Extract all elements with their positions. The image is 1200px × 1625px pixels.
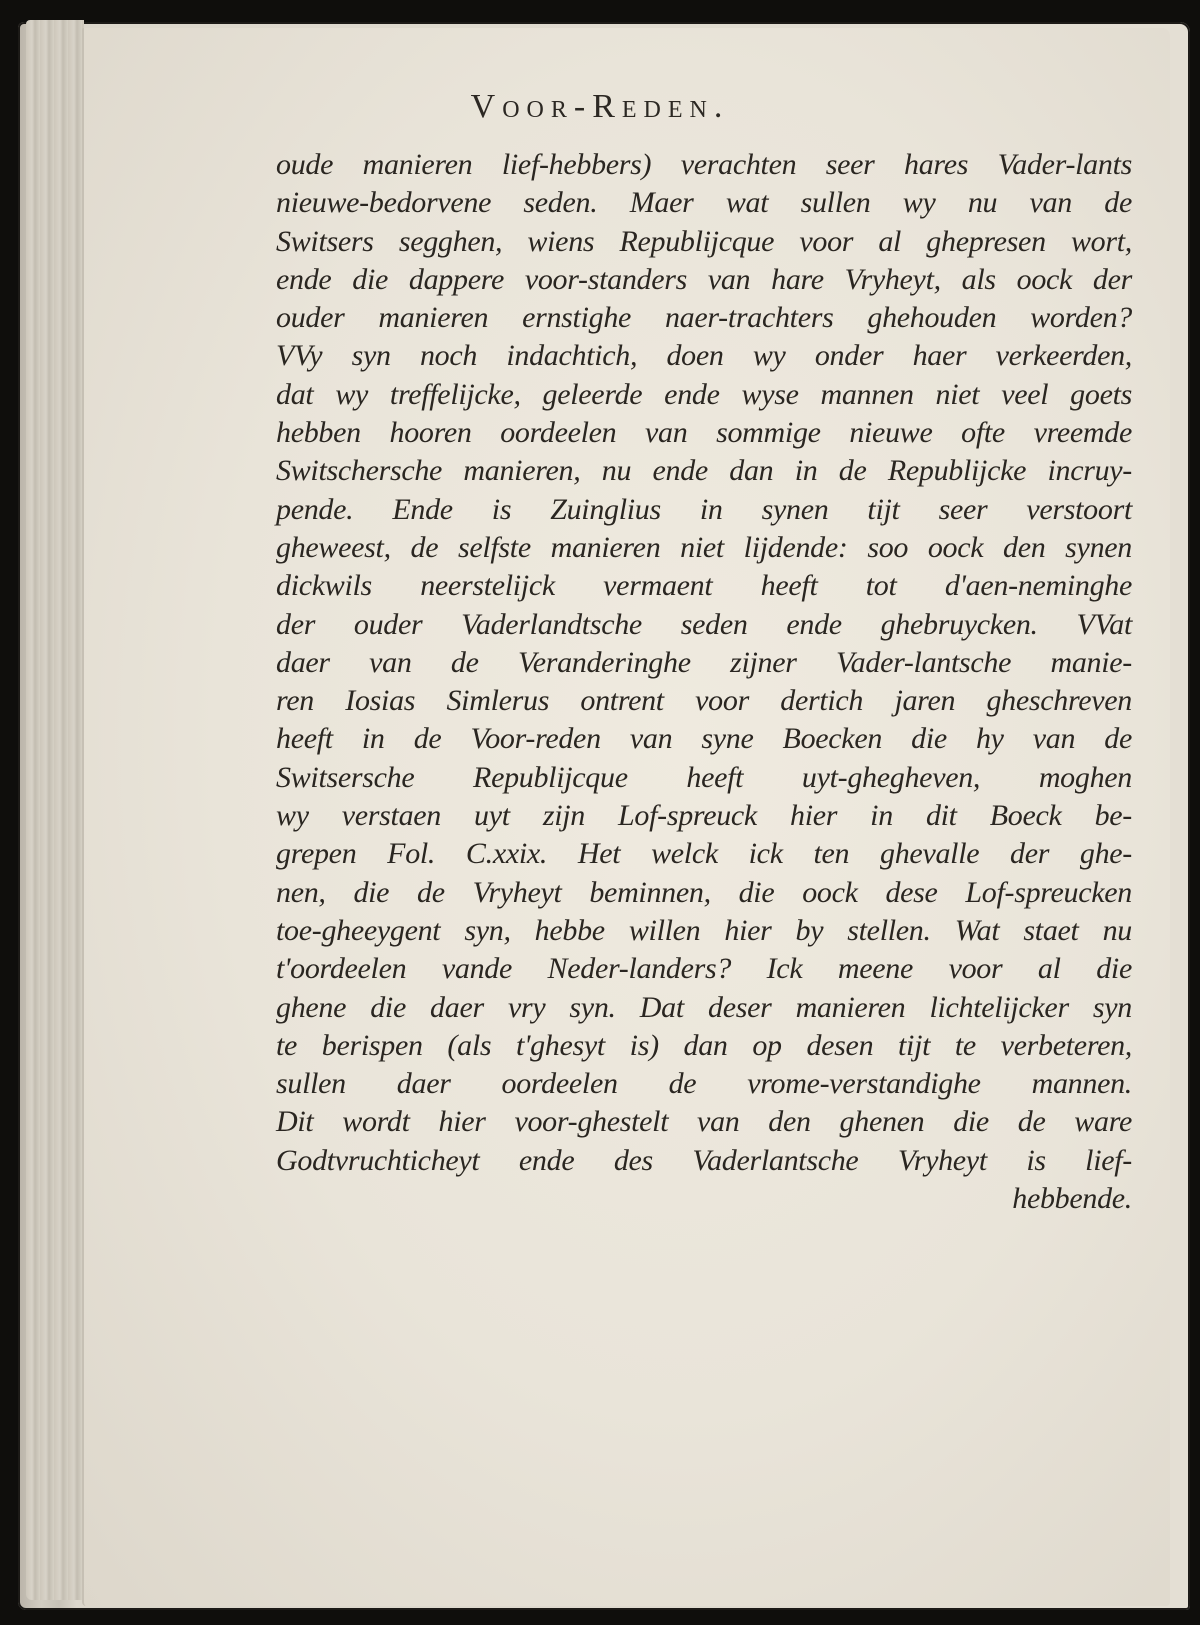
running-head: Voor-Reden. (470, 88, 730, 125)
text-line: grepen Fol. C.xxix. Het welck ick ten ghevalle der ghe- (276, 837, 1132, 871)
text-line: pende. Ende is Zuinglius in synen tijt seer verstoort (276, 492, 1132, 526)
text-line: t'oordeelen vande Neder-landers? Ick meene voor al die (276, 952, 1132, 986)
text-line: Switsers segghen, wiens Republijcque voor al ghepresen wort, (276, 224, 1132, 258)
text-line: ouder manieren ernstighe naer-trachters ghehouden worden? (276, 301, 1132, 335)
text-line-final: hebbende. (1012, 1182, 1132, 1216)
text-line: ende die dappere voor-standers van hare Vryheyt, als oock der (276, 262, 1132, 296)
text-line: VVy syn noch indachtich, doen wy onder haer verkeerden, (276, 339, 1132, 373)
text-line: gheweest, de selfste manieren niet lijdende: soo oock den synen (276, 530, 1132, 564)
text-line: heeft in de Voor-reden van syne Boecken die hy van de (276, 722, 1132, 756)
text-line: dat wy treffelijcke, geleerde ende wyse mannen niet veel goets (276, 377, 1132, 411)
page-edges (26, 20, 84, 1600)
text-line: toe-gheeygent syn, hebbe willen hier by stellen. Wat staet nu (276, 913, 1132, 947)
text-line: ren Iosias Simlerus ontrent voor dertich jaren gheschreven (276, 684, 1132, 718)
text-line: te berispen (als t'ghesyt is) dan op desen tijt te verbeteren, (276, 1028, 1132, 1062)
text-line: Switsersche Republijcque heeft uyt-ghegheven, moghen (276, 760, 1132, 794)
text-line: Switschersche manieren, nu ende dan in de Republijcke incruy- (276, 454, 1132, 488)
text-line: oude manieren lief-hebbers) verachten seer hares Vader-lants (276, 148, 1132, 181)
text-line: daer van de Veranderinghe zijner Vader-lantsche manie- (276, 645, 1132, 679)
text-line: Dit wordt hier voor-ghestelt van den ghenen die de ware (276, 1105, 1132, 1139)
text-line: hebben hooren oordeelen van sommige nieuwe ofte vreemde (276, 416, 1132, 450)
text-line: nen, die de Vryheyt beminnen, die oock dese Lof-spreucken (276, 875, 1132, 909)
text-line: ghene die daer vry syn. Dat deser manieren lichtelijcker syn (276, 990, 1132, 1024)
text-line: nieuwe-bedorvene seden. Maer wat sullen wy nu van de (276, 186, 1132, 220)
text-line: dickwils neerstelijck vermaent heeft tot d'aen-neminghe (276, 569, 1132, 603)
text-line: sullen daer oordeelen de vrome-verstandighe mannen. (276, 1067, 1132, 1101)
text-line: der ouder Vaderlandtsche seden ende ghebruycken. VVat (276, 607, 1132, 641)
body-text (276, 146, 1132, 1218)
text-line: wy verstaen uyt zijn Lof-spreuck hier in dit Boeck be- (276, 799, 1132, 833)
text-line: Godtvruchticheyt ende des Vaderlantsche Vryheyt is lief- (276, 1143, 1132, 1177)
